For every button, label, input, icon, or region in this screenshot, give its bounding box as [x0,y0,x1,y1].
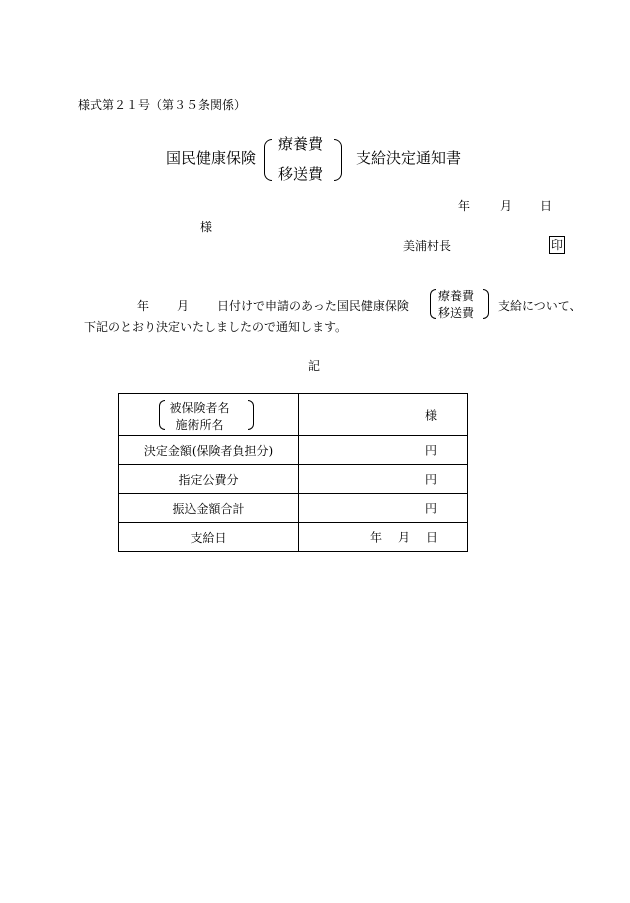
header-date-month: 月 [500,199,513,213]
ki-heading: 記 [308,359,321,373]
body-option-ryouyouhi: 療養費 [438,289,475,303]
insured-name-suffix: 様 [424,408,437,422]
body-year: 年 [137,299,150,313]
decided-amount-unit: 円 [424,443,437,458]
transfer-total-unit: 円 [424,501,437,516]
payment-date-year: 年 [370,530,383,545]
payment-date-label: 支給日 [119,523,299,552]
title-main: 国民健康保険 [166,149,257,167]
table-row [119,436,468,465]
body-options [426,287,496,321]
table-row [119,394,468,436]
transfer-total-value-cell [299,494,468,523]
body-text-2: 支給について、 [498,299,582,313]
title-bracket-right [334,139,342,181]
body-text-line-2: 下記のとおり決定いたしましたので通知します。 [84,320,348,334]
public-expense-label: 指定公費分 [119,465,299,494]
payment-date-month: 月 [398,530,411,545]
body-text-1: 日付けで申請のあった国民健康保険 [217,299,409,313]
header-bracket-right [248,400,254,430]
table-row [119,523,468,552]
decided-amount-label: 決定金額(保険者負担分) [119,436,299,465]
body-option-isouhi: 移送費 [438,306,475,320]
header-date-day: 日 [540,199,553,213]
insured-name-label-cell [119,394,299,436]
title-option-ryouyouhi: 療養費 [278,135,324,153]
public-expense-value-cell [299,465,468,494]
table-row [119,494,468,523]
body-bracket-left [430,289,436,319]
title-suffix: 支給決定通知書 [356,149,462,167]
public-expense-unit: 円 [424,472,437,487]
header-date-year: 年 [458,199,471,213]
payment-date-day: 日 [426,530,439,545]
insured-name-value-cell [299,394,468,436]
body-month: 月 [177,299,190,313]
body-bracket-right [483,289,489,319]
detail-table [118,393,468,552]
title-bracket-left [264,139,272,181]
issuer-name: 美浦村長 [403,239,452,253]
table-row [119,465,468,494]
header-bracket-left [159,400,165,430]
payment-date-value-cell [299,523,468,552]
clinic-name-label: 施術所名 [175,417,224,432]
form-id: 様式第２１号（第３５条関係） [78,98,247,112]
insured-name-label: 被保険者名 [169,400,230,415]
decided-amount-value-cell [299,436,468,465]
title-option-isouhi: 移送費 [278,165,324,183]
addressee-suffix: 様 [200,220,213,234]
seal-mark: 印 [551,238,564,252]
transfer-total-label: 振込金額合計 [119,494,299,523]
